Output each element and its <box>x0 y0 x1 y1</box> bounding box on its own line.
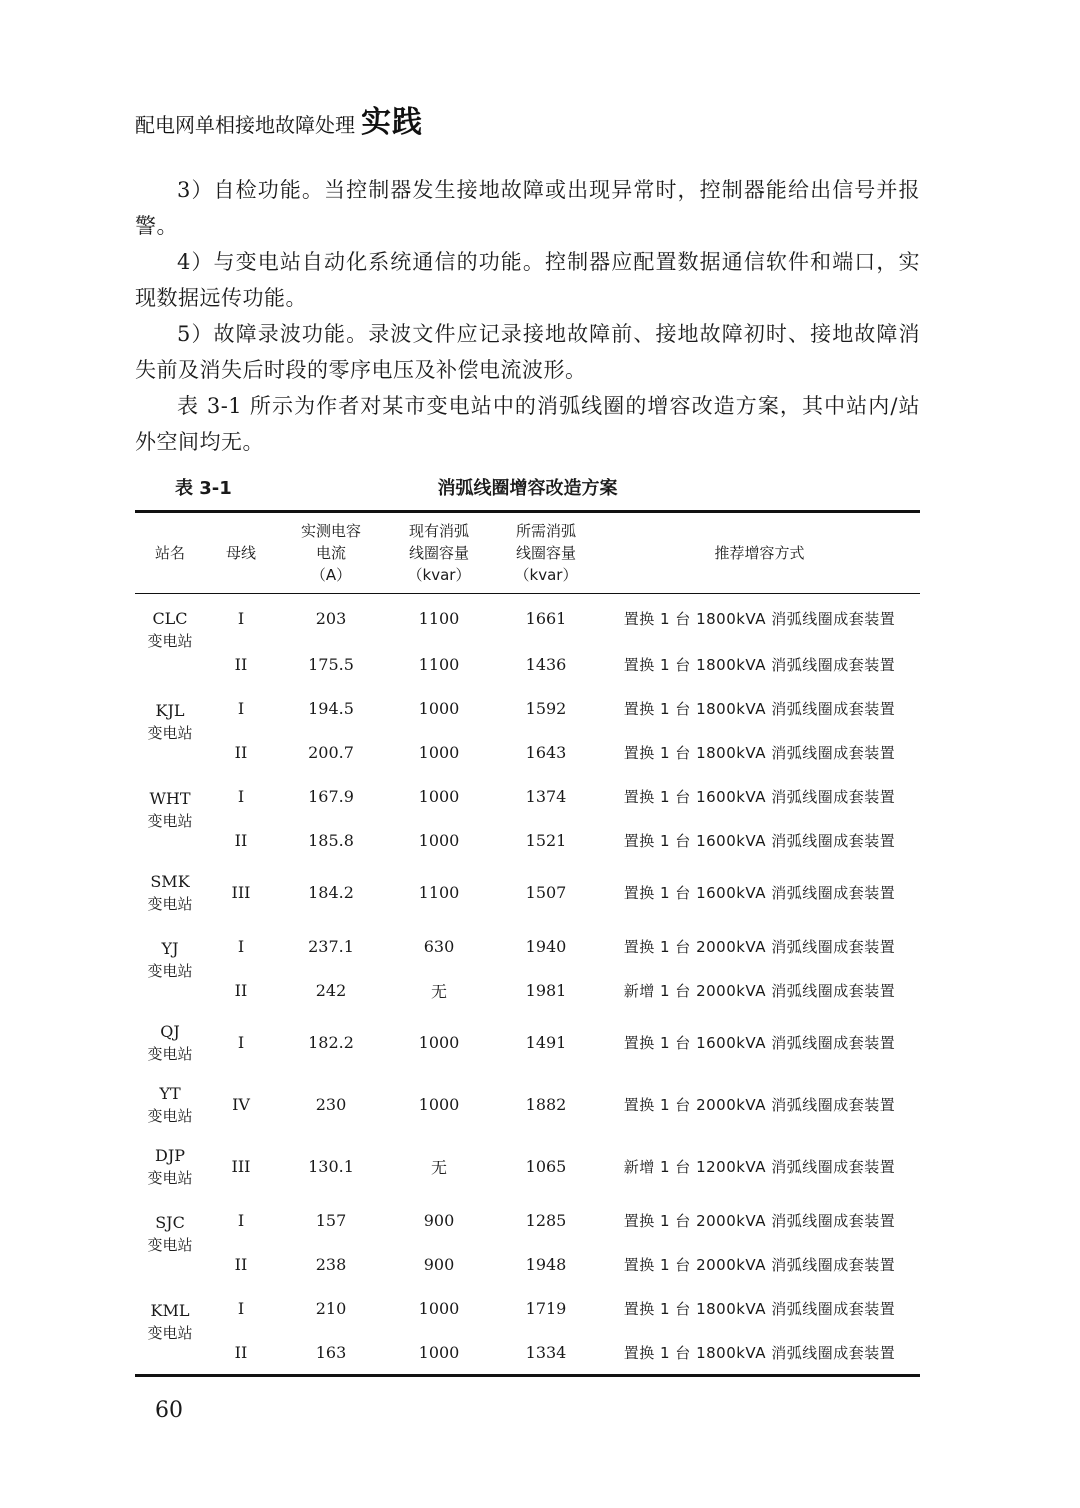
table-caption <box>135 474 920 500</box>
current-cell: 184.2 <box>308 883 354 902</box>
bus-cell: II <box>234 1255 248 1274</box>
existing-capacity-cell: 1000 <box>418 831 460 850</box>
station-name <box>135 1286 205 1376</box>
existing-capacity-cell: 1100 <box>418 883 460 902</box>
current-cell: 203 <box>315 609 347 629</box>
required-capacity-cell: 1948 <box>525 1255 567 1274</box>
existing-capacity-cell: 无 <box>430 1158 447 1177</box>
required-capacity-cell: 1374 <box>525 787 567 806</box>
current-cell: 182.2 <box>308 1033 354 1052</box>
current-cell: 242 <box>315 981 347 1000</box>
table-row <box>135 644 920 686</box>
table-row <box>135 774 920 820</box>
required-capacity-cell: 1661 <box>525 609 567 629</box>
bus-cell: I <box>237 1033 245 1052</box>
station-name <box>135 686 205 774</box>
station-suffix: 变电站 <box>147 1235 193 1254</box>
header-required: 所需消弧 线圈容量 （kvar） <box>493 512 599 594</box>
current-cell: 185.8 <box>308 831 354 850</box>
table-row <box>135 1198 920 1244</box>
method-cell: 置换 1 台 1800kVA 消弧线圈成套装置 <box>623 1344 896 1363</box>
existing-capacity-cell: 1000 <box>418 743 460 762</box>
required-capacity-cell: 1065 <box>525 1157 567 1176</box>
station-name <box>135 1012 205 1074</box>
station-suffix: 变电站 <box>147 1168 193 1187</box>
station-code: QJ <box>160 1021 180 1041</box>
station-suffix: 变电站 <box>147 1323 193 1342</box>
station-suffix: 变电站 <box>147 1106 193 1125</box>
table-header-row <box>135 512 920 594</box>
existing-capacity-cell: 630 <box>423 937 455 956</box>
header-station: 站名 <box>135 512 205 594</box>
method-cell: 置换 1 台 1600kVA 消弧线圈成套装置 <box>623 884 896 902</box>
method-cell: 新增 1 台 2000kVA 消弧线圈成套装置 <box>623 982 896 1000</box>
table-number: 表 3-1 <box>175 478 232 499</box>
table-title: 消弧线圈增容改造方案 <box>437 478 618 499</box>
station-code: YJ <box>161 938 179 958</box>
method-cell: 置换 1 台 2000kVA 消弧线圈成套装置 <box>623 938 896 956</box>
station-suffix: 变电站 <box>147 723 193 742</box>
existing-capacity-cell: 1000 <box>418 787 460 806</box>
station-name <box>135 1074 205 1136</box>
current-cell: 238 <box>315 1255 347 1274</box>
page-number: 60 <box>155 1398 183 1423</box>
table-row <box>135 594 920 644</box>
station-code: YT <box>159 1083 181 1103</box>
current-cell: 130.1 <box>308 1157 354 1176</box>
paragraph: 表 3-1 所示为作者对某市变电站中的消弧线圈的增容改造方案，其中站内/站外空间均无。 <box>135 394 920 454</box>
method-cell: 置换 1 台 1800kVA 消弧线圈成套装置 <box>623 656 896 674</box>
station-name <box>135 924 205 1012</box>
existing-capacity-cell: 1000 <box>418 1299 460 1318</box>
station-name <box>135 1136 205 1198</box>
capacity-table <box>135 510 920 1377</box>
bus-cell: II <box>234 981 248 1000</box>
table-body <box>135 594 920 1376</box>
paragraph: 3）自检功能。当控制器发生接地故障或出现异常时，控制器能给出信号并报警。 <box>135 178 920 238</box>
header-method: 推荐增容方式 <box>599 512 920 594</box>
method-cell: 置换 1 台 1800kVA 消弧线圈成套装置 <box>623 744 896 762</box>
bus-cell: II <box>234 831 248 850</box>
table-row <box>135 1286 920 1332</box>
current-cell: 167.9 <box>308 787 354 806</box>
method-cell: 置换 1 台 1600kVA 消弧线圈成套装置 <box>623 832 896 850</box>
required-capacity-cell: 1719 <box>525 1299 567 1318</box>
method-cell: 置换 1 台 1600kVA 消弧线圈成套装置 <box>623 788 896 806</box>
bus-cell: III <box>231 883 251 902</box>
current-cell: 175.5 <box>308 655 354 674</box>
required-capacity-cell: 1592 <box>525 699 567 718</box>
current-cell: 230 <box>315 1095 347 1114</box>
station-code: DJP <box>154 1145 185 1165</box>
running-header <box>135 105 423 140</box>
table-row <box>135 1332 920 1376</box>
bus-cell: I <box>237 1299 245 1318</box>
existing-capacity-cell: 900 <box>423 1211 455 1230</box>
station-suffix: 变电站 <box>147 894 193 913</box>
bus-cell: III <box>231 1157 251 1176</box>
table-row <box>135 1074 920 1136</box>
table-row <box>135 820 920 862</box>
current-cell: 163 <box>315 1343 347 1363</box>
method-cell: 置换 1 台 2000kVA 消弧线圈成套装置 <box>623 1256 896 1274</box>
header-existing: 现有消弧 线圈容量 （kvar） <box>385 512 493 594</box>
bus-cell: I <box>237 1211 245 1230</box>
table-row <box>135 732 920 774</box>
station-code: SJC <box>155 1212 185 1232</box>
required-capacity-cell: 1882 <box>525 1095 567 1114</box>
method-cell: 置换 1 台 1800kVA 消弧线圈成套装置 <box>623 700 896 718</box>
method-cell: 置换 1 台 2000kVA 消弧线圈成套装置 <box>623 1212 896 1230</box>
bus-cell: II <box>234 743 248 762</box>
station-name <box>135 1198 205 1286</box>
required-capacity-cell: 1334 <box>525 1343 567 1363</box>
station-code: SMK <box>150 871 190 891</box>
required-capacity-cell: 1491 <box>525 1033 567 1052</box>
bus-cell: I <box>237 787 245 806</box>
existing-capacity-cell: 1100 <box>418 655 460 674</box>
station-code: WHT <box>149 788 191 808</box>
required-capacity-cell: 1940 <box>525 937 567 956</box>
required-capacity-cell: 1436 <box>525 655 567 674</box>
method-cell: 置换 1 台 1800kVA 消弧线圈成套装置 <box>623 1300 896 1318</box>
book-title: 配电网单相接地故障处理 <box>135 113 355 137</box>
station-suffix: 变电站 <box>147 1044 193 1063</box>
table-row <box>135 686 920 732</box>
station-code: KJL <box>155 700 185 720</box>
current-cell: 194.5 <box>308 699 354 718</box>
station-suffix: 变电站 <box>147 632 193 650</box>
current-cell: 157 <box>315 1211 347 1230</box>
station-code: KML <box>150 1300 190 1320</box>
existing-capacity-cell: 1100 <box>418 609 460 629</box>
existing-capacity-cell: 1000 <box>418 1033 460 1052</box>
book-title-badge: 实践 <box>361 105 423 140</box>
bus-cell: II <box>234 655 248 674</box>
method-cell: 置换 1 台 2000kVA 消弧线圈成套装置 <box>623 1096 896 1114</box>
bus-cell: II <box>234 1343 248 1363</box>
method-cell: 新增 1 台 1200kVA 消弧线圈成套装置 <box>623 1158 896 1176</box>
current-cell: 200.7 <box>308 743 354 762</box>
table-row <box>135 862 920 924</box>
existing-capacity-cell: 1000 <box>418 1343 460 1363</box>
header-current: 实测电容 电流 （A） <box>277 512 385 594</box>
paragraph: 4）与变电站自动化系统通信的功能。控制器应配置数据通信软件和端口，实现数据远传功能。 <box>135 250 920 310</box>
required-capacity-cell: 1643 <box>525 743 567 762</box>
paragraph: 5）故障录波功能。录波文件应记录接地故障前、接地故障初时、接地故障消失前及消失后时段的零序电压及补偿电流波形。 <box>135 322 920 382</box>
required-capacity-cell: 1285 <box>525 1211 567 1230</box>
bus-cell: IV <box>232 1095 250 1114</box>
bus-cell: I <box>237 699 245 718</box>
required-capacity-cell: 1981 <box>525 981 567 1000</box>
existing-capacity-cell: 1000 <box>418 699 460 718</box>
current-cell: 210 <box>315 1299 347 1318</box>
station-code: CLC <box>152 609 188 628</box>
body-text <box>135 172 920 460</box>
required-capacity-cell: 1521 <box>525 831 567 850</box>
header-bus: 母线 <box>205 512 277 594</box>
bus-cell: I <box>237 609 245 629</box>
existing-capacity-cell: 无 <box>430 982 447 1001</box>
current-cell: 237.1 <box>308 937 354 956</box>
required-capacity-cell: 1507 <box>525 883 567 902</box>
station-suffix: 变电站 <box>147 961 193 980</box>
method-cell: 置换 1 台 1800kVA 消弧线圈成套装置 <box>623 610 896 629</box>
station-name <box>135 774 205 862</box>
bus-cell: I <box>237 937 245 956</box>
existing-capacity-cell: 900 <box>423 1255 455 1274</box>
method-cell: 置换 1 台 1600kVA 消弧线圈成套装置 <box>623 1034 896 1052</box>
station-name <box>135 862 205 924</box>
existing-capacity-cell: 1000 <box>418 1095 460 1114</box>
table-row <box>135 1012 920 1074</box>
table-row <box>135 924 920 970</box>
table-row <box>135 1244 920 1286</box>
station-suffix: 变电站 <box>147 811 193 830</box>
station-name <box>135 594 205 686</box>
table-row <box>135 970 920 1012</box>
table-row <box>135 1136 920 1198</box>
